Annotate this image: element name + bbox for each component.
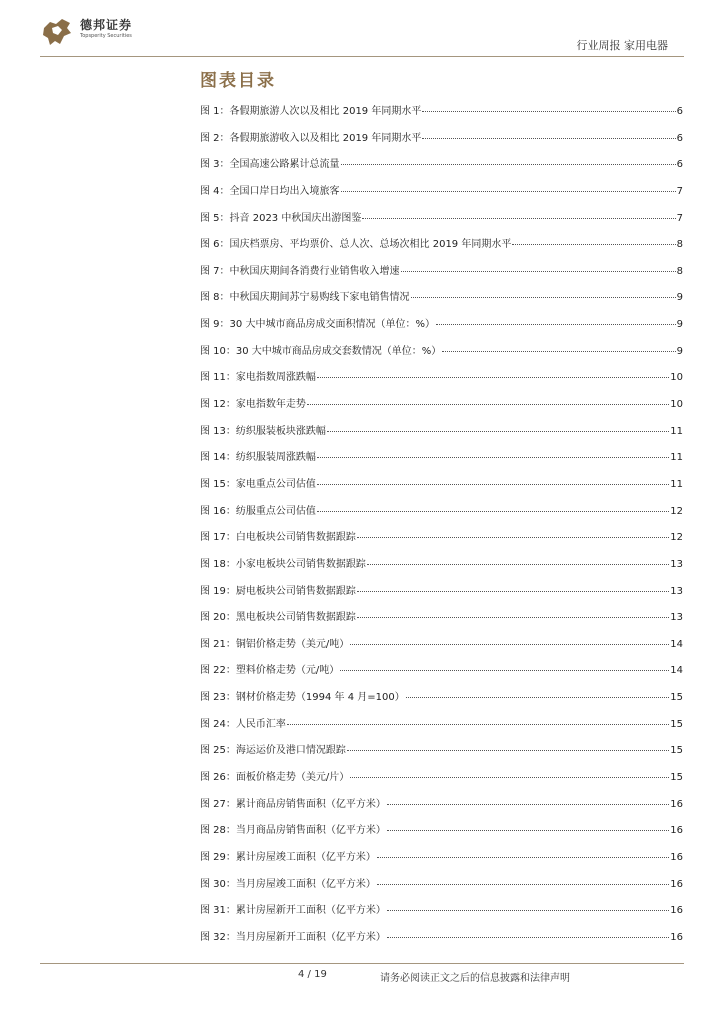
toc-entry[interactable] xyxy=(200,582,683,609)
toc-entry-label: 图 29：累计房屋竣工面积（亿平方米） xyxy=(200,851,376,863)
toc-entry[interactable] xyxy=(200,209,683,236)
toc-entry[interactable] xyxy=(200,768,683,795)
toc-entry-label: 图 6：国庆档票房、平均票价、总人次、总场次相比 2019 年同期水平 xyxy=(200,239,512,251)
toc-entry[interactable] xyxy=(200,368,683,395)
toc-entry-label: 图 2：各假期旅游收入以及相比 2019 年同期水平 xyxy=(200,132,422,144)
toc-entry[interactable] xyxy=(200,475,683,502)
toc-entry-label: 图 9：30 大中城市商品房成交面积情况（单位：%） xyxy=(200,319,435,331)
toc-entry[interactable] xyxy=(200,288,683,315)
toc-entry[interactable] xyxy=(200,928,683,955)
toc-entry-label: 图 24：人民币汇率 xyxy=(200,718,286,730)
toc-entry[interactable] xyxy=(200,688,683,715)
header-divider xyxy=(40,56,684,57)
toc-entry[interactable] xyxy=(200,422,683,449)
toc-entry-page: 11 xyxy=(670,452,683,464)
toc-entry[interactable] xyxy=(200,448,683,475)
toc-title: 图表目录 xyxy=(200,71,276,91)
toc-entry-page: 6 xyxy=(676,106,683,117)
toc-entry-page: 16 xyxy=(670,851,683,863)
toc-entry-page: 9 xyxy=(676,292,683,304)
toc-entry-page: 15 xyxy=(670,692,683,704)
toc-entry-label: 图 21：铜铝价格走势（美元/吨） xyxy=(200,638,350,650)
toc-entry-page: 16 xyxy=(670,798,683,810)
toc-dot-leader xyxy=(357,591,669,592)
footer-divider xyxy=(40,963,684,964)
toc-entry[interactable] xyxy=(200,901,683,928)
toc-entry-label: 图 31：累计房屋新开工面积（亿平方米） xyxy=(200,905,386,917)
toc-entry-label: 图 4：全国口岸日均出入境旅客 xyxy=(200,185,340,197)
toc-entry-page: 16 xyxy=(670,878,683,890)
toc-entry-page: 13 xyxy=(670,558,683,570)
toc-entry[interactable] xyxy=(200,315,683,342)
toc-entry[interactable] xyxy=(200,848,683,875)
toc-entry-label: 图 27：累计商品房销售面积（亿平方米） xyxy=(200,798,386,810)
toc-entry-page: 9 xyxy=(676,345,683,357)
toc-entry-page: 11 xyxy=(670,478,683,490)
toc-entry-page: 16 xyxy=(670,931,683,943)
toc-dot-leader xyxy=(442,351,675,352)
toc-dot-leader xyxy=(422,111,675,112)
toc-dot-leader xyxy=(317,484,669,485)
toc-entry[interactable] xyxy=(200,741,683,768)
toc-entry-label: 图 11：家电指数周涨跌幅 xyxy=(200,372,316,384)
toc-entry-page: 10 xyxy=(670,399,683,411)
toc-entry[interactable] xyxy=(200,528,683,555)
toc-entry-page: 12 xyxy=(670,505,683,517)
toc-dot-leader xyxy=(377,857,669,858)
toc-dot-leader xyxy=(362,218,675,219)
toc-dot-leader xyxy=(287,724,669,725)
toc-entry-page: 8 xyxy=(676,239,683,251)
toc-entry[interactable] xyxy=(200,395,683,422)
toc-entry-page: 15 xyxy=(670,772,683,784)
toc-entry-label: 图 30：当月房屋竣工面积（亿平方米） xyxy=(200,878,376,890)
toc-entry-page: 15 xyxy=(670,718,683,730)
toc-entry-label: 图 18：小家电板块公司销售数据跟踪 xyxy=(200,558,366,570)
toc-dot-leader xyxy=(387,804,669,805)
toc-dot-leader xyxy=(387,830,669,831)
toc-entry[interactable] xyxy=(200,875,683,902)
page-header xyxy=(0,0,724,58)
toc-dot-leader xyxy=(341,191,676,192)
toc-entry[interactable] xyxy=(200,182,683,209)
toc-entry-page: 12 xyxy=(670,532,683,544)
toc-dot-leader xyxy=(317,457,669,458)
toc-entry[interactable] xyxy=(200,129,683,156)
page-number: 4 / 19 xyxy=(298,969,327,980)
toc-dot-leader xyxy=(512,244,675,245)
toc-entry-label: 图 22：塑料价格走势（元/吨） xyxy=(200,665,340,677)
toc-entry-label: 图 3：全国高速公路累计总流量 xyxy=(200,159,340,171)
company-logo-icon xyxy=(40,14,74,48)
toc-entry[interactable] xyxy=(200,502,683,529)
toc-dot-leader xyxy=(317,511,669,512)
toc-dot-leader xyxy=(357,537,669,538)
toc-dot-leader xyxy=(401,271,676,272)
toc-entry[interactable] xyxy=(200,235,683,262)
logo-name-en: Topsperity Securities xyxy=(80,33,132,39)
toc-dot-leader xyxy=(350,777,669,778)
toc-entry-page: 16 xyxy=(670,825,683,837)
toc-entry-label: 图 7：中秋国庆期间各消费行业销售收入增速 xyxy=(200,265,400,277)
toc-entry-label: 图 19：厨电板块公司销售数据跟踪 xyxy=(200,585,356,597)
toc-entry[interactable] xyxy=(200,715,683,742)
toc-entry-page: 7 xyxy=(676,212,683,224)
toc-entry[interactable] xyxy=(200,155,683,182)
toc-dot-leader xyxy=(347,750,669,751)
toc-entry-page: 14 xyxy=(670,665,683,677)
toc-entry-label: 图 23：钢材价格走势（1994 年 4 月=100） xyxy=(200,692,405,704)
toc-entry-page: 13 xyxy=(670,612,683,624)
toc-entry[interactable] xyxy=(200,608,683,635)
toc-entry-label: 图 13：纺织服装板块涨跌幅 xyxy=(200,425,326,437)
toc-entry[interactable] xyxy=(200,635,683,662)
toc-list xyxy=(200,102,683,955)
toc-dot-leader xyxy=(387,910,669,911)
toc-entry-page: 14 xyxy=(670,638,683,650)
toc-entry-page: 15 xyxy=(670,745,683,757)
toc-dot-leader xyxy=(377,884,669,885)
toc-entry-label: 图 14：纺织服装周涨跌幅 xyxy=(200,452,316,464)
toc-dot-leader xyxy=(317,377,669,378)
toc-entry[interactable] xyxy=(200,342,683,369)
toc-entry[interactable] xyxy=(200,795,683,822)
toc-dot-leader xyxy=(341,164,676,165)
legal-disclaimer: 请务必阅读正文之后的信息披露和法律声明 xyxy=(380,973,570,984)
toc-dot-leader xyxy=(367,564,669,565)
toc-dot-leader xyxy=(340,670,669,671)
toc-entry-page: 6 xyxy=(676,132,683,144)
toc-dot-leader xyxy=(411,297,676,298)
toc-entry-label: 图 15：家电重点公司估值 xyxy=(200,478,316,490)
toc-entry-label: 图 32：当月房屋新开工面积（亿平方米） xyxy=(200,931,386,943)
toc-dot-leader xyxy=(307,404,669,405)
toc-entry-label: 图 8：中秋国庆期间苏宁易购线下家电销售情况 xyxy=(200,292,410,304)
toc-entry-label: 图 16：纺服重点公司估值 xyxy=(200,505,316,517)
toc-entry[interactable] xyxy=(200,661,683,688)
toc-entry[interactable] xyxy=(200,102,683,129)
toc-entry-page: 13 xyxy=(670,585,683,597)
toc-dot-leader xyxy=(350,644,669,645)
toc-entry-page: 9 xyxy=(676,319,683,331)
toc-entry-label: 图 1：各假期旅游人次以及相比 2019 年同期水平 xyxy=(200,106,422,117)
toc-entry-page: 16 xyxy=(670,905,683,917)
toc-entry[interactable] xyxy=(200,555,683,582)
toc-dot-leader xyxy=(357,617,669,618)
toc-entry-label: 图 5：抖音 2023 中秋国庆出游图鉴 xyxy=(200,212,362,224)
toc-entry-page: 10 xyxy=(670,372,683,384)
toc-entry-label: 图 20：黑电板块公司销售数据跟踪 xyxy=(200,612,356,624)
toc-entry-page: 11 xyxy=(670,425,683,437)
toc-entry-page: 7 xyxy=(676,185,683,197)
report-section-label: 行业周报 家用电器 xyxy=(576,39,668,52)
toc-entry-label: 图 25：海运运价及港口情况跟踪 xyxy=(200,745,346,757)
toc-dot-leader xyxy=(422,138,675,139)
logo-name-cn: 德邦证券 xyxy=(80,18,133,32)
toc-entry-label: 图 12：家电指数年走势 xyxy=(200,399,306,411)
toc-dot-leader xyxy=(327,431,669,432)
toc-dot-leader xyxy=(387,937,669,938)
toc-dot-leader xyxy=(406,697,670,698)
toc-entry-label: 图 10：30 大中城市商品房成交套数情况（单位：%） xyxy=(200,345,442,357)
toc-entry-label: 图 26：面板价格走势（美元/片） xyxy=(200,772,350,784)
toc-entry[interactable] xyxy=(200,262,683,289)
toc-entry-page: 6 xyxy=(676,159,683,171)
toc-entry-page: 8 xyxy=(676,265,683,277)
toc-entry[interactable] xyxy=(200,821,683,848)
toc-entry-label: 图 28：当月商品房销售面积（亿平方米） xyxy=(200,825,386,837)
toc-entry-label: 图 17：白电板块公司销售数据跟踪 xyxy=(200,532,356,544)
toc-dot-leader xyxy=(436,324,676,325)
